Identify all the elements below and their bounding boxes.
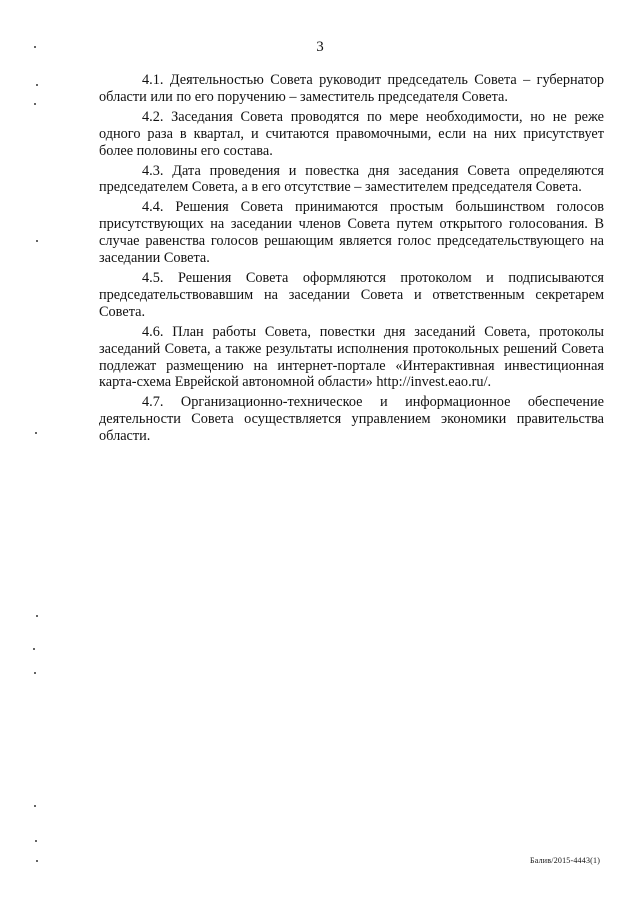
paragraph-4-4: 4.4. Решения Совета принимаются простым большинством голосов присутствующих на заседании членов Совета путем открытого голосования. В случае равенства голосов решающим является голос председательствующего на заседании Совета. xyxy=(99,199,604,267)
scan-speck xyxy=(35,840,37,842)
scan-speck xyxy=(36,615,38,617)
paragraph-4-5: 4.5. Решения Совета оформляются протоколом и подписываются председательствовавшим на заседании Совета и ответственным секретарем Совета. xyxy=(99,269,604,320)
paragraph-4-2: 4.2. Заседания Совета проводятся по мере необходимости, но не реже одного раза в квартал, и считаются правомочными, если на них присутствует более половины его состава. xyxy=(99,108,604,159)
paragraph-4-1: 4.1. Деятельностью Совета руководит председатель Совета – губернатор области или по его поручению – заместитель председателя Совета. xyxy=(99,72,604,105)
scan-speck xyxy=(36,240,38,242)
paragraph-4-3: 4.3. Дата проведения и повестка дня заседания Совета определяются председателем Совета, а в его отсутствие – заместителем председателя Совета. xyxy=(99,162,604,196)
scan-speck xyxy=(33,648,35,650)
document-body xyxy=(99,72,604,448)
paragraph-4-7: 4.7. Организационно-техническое и информационное обеспечение деятельности Совета осуществляется управлением экономики правительства области. xyxy=(99,394,604,445)
scan-speck xyxy=(34,805,36,807)
scan-speck xyxy=(35,432,37,434)
footer-document-code: Балив/2015-4443(1) xyxy=(530,856,601,865)
scan-speck xyxy=(34,46,36,48)
scan-speck xyxy=(36,860,38,862)
scan-speck xyxy=(36,84,38,86)
scan-speck xyxy=(34,672,36,674)
paragraph-4-6: 4.6. План работы Совета, повестки дня заседаний Совета, протоколы заседаний Совета, а также результаты исполнения протокольных решений Совета подлежат размещению на интернет-портале «Интерактивная инвестиционная карта-схема Еврейской автономной области» http://invest.eao.ru/. xyxy=(99,323,604,391)
scan-speck xyxy=(34,103,36,105)
page-number: 3 xyxy=(316,39,324,55)
